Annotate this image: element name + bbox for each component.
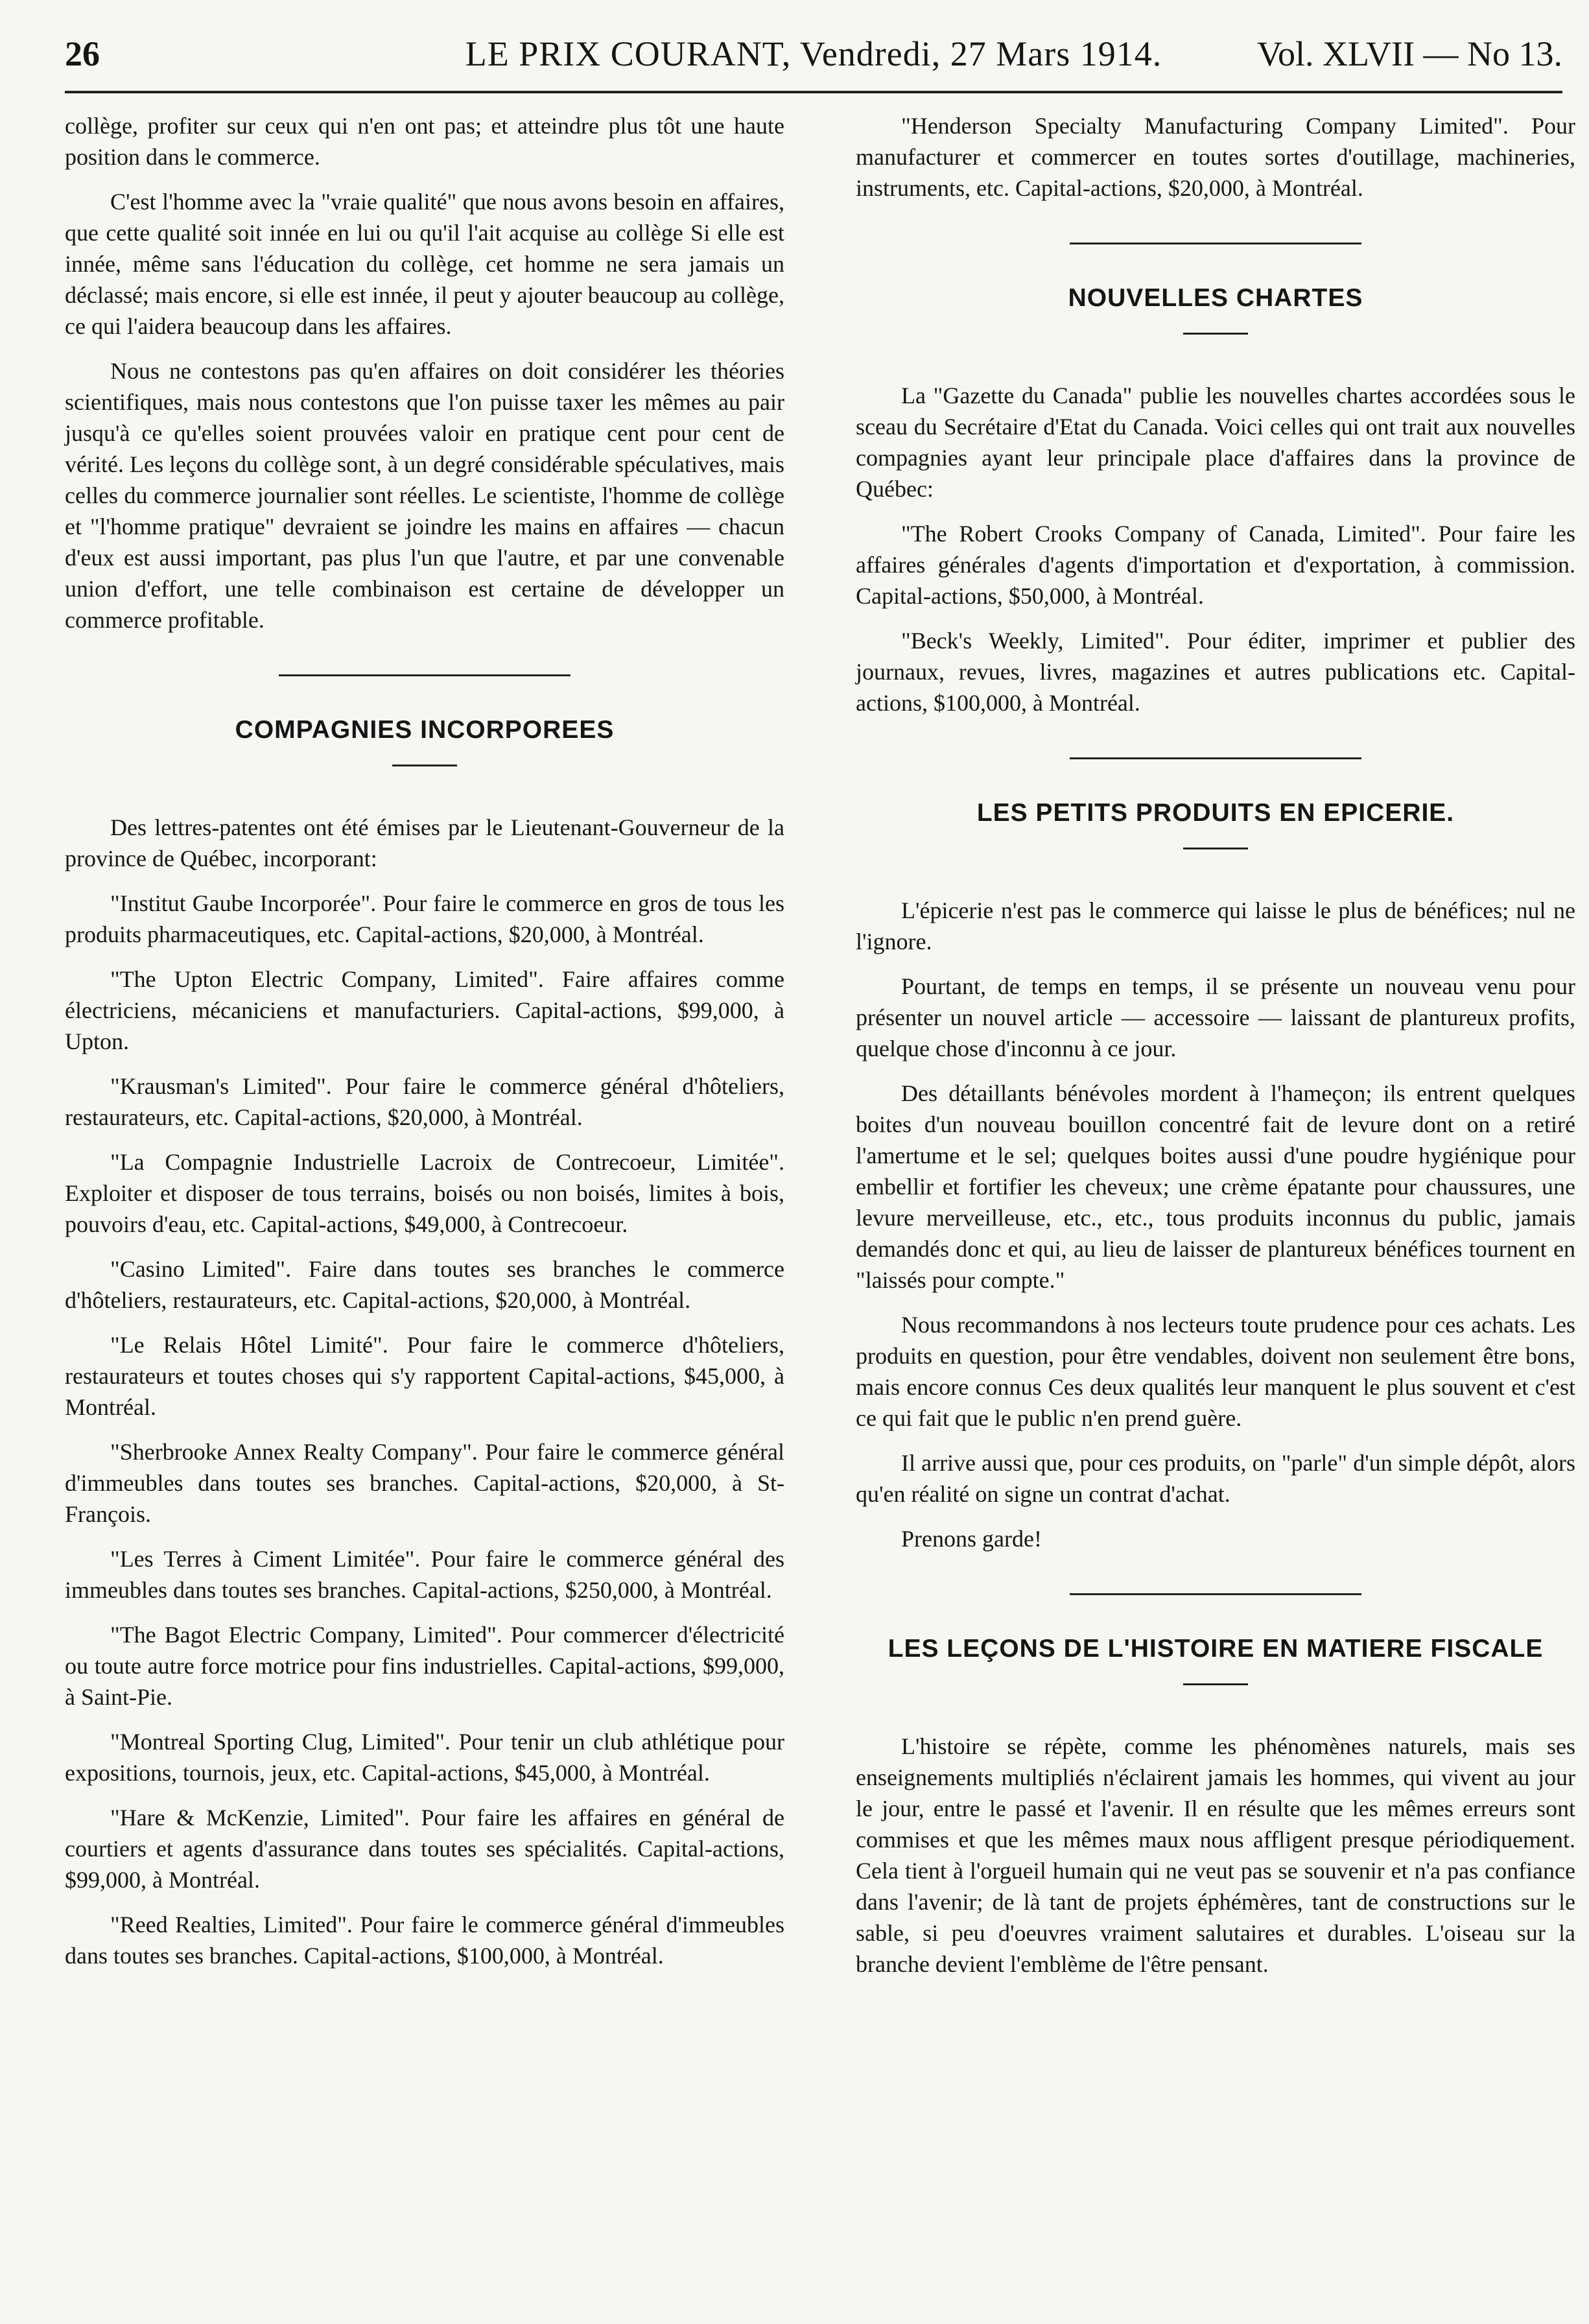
section-divider bbox=[1070, 757, 1361, 759]
company-entry: "Montreal Sporting Clug, Limited". Pour tenir un club athlétique pour expositions, tournois, jeux, etc. Capital-actions, $45,000, à Montréal. bbox=[65, 1729, 784, 1786]
company-entry: "Sherbrooke Annex Realty Company". Pour faire le commerce général d'immeubles dans toutes ses branches. Capital-actions, $20,000, à St-François. bbox=[65, 1439, 784, 1527]
section-divider bbox=[279, 674, 571, 676]
section-title-compagnies: COMPAGNIES INCORPOREES bbox=[235, 716, 615, 744]
title-underline bbox=[392, 765, 457, 766]
right-column bbox=[856, 110, 1575, 1993]
paragraph: Pourtant, de temps en temps, il se présente un nouveau venu pour présenter un nouvel article — accessoire — laissant de plantureux profits, quelque chose d'inconnu à ce jour. bbox=[856, 973, 1575, 1061]
paragraph: L'épicerie n'est pas le commerce qui laisse le plus de bénéfices; nul ne l'ignore. bbox=[856, 897, 1575, 954]
company-entry: "Henderson Specialty Manufacturing Company Limited". Pour manufacturer et commercer en toutes sortes d'outillage, machineries, instruments, etc. Capital-actions, $20,000, à Montréal. bbox=[856, 113, 1575, 201]
section-title-epicerie: LES PETITS PRODUITS EN EPICERIE. bbox=[976, 799, 1455, 827]
company-entry: "Le Relais Hôtel Limité". Pour faire le commerce d'hôteliers, restaurateurs et toutes choses qui s'y rapportent Capital-actions, $45,000, à Montréal. bbox=[65, 1332, 784, 1420]
section-title-chartes: NOUVELLES CHARTES bbox=[1068, 284, 1363, 312]
left-column bbox=[65, 110, 784, 1985]
company-entry: "Institut Gaube Incorporée". Pour faire le commerce en gros de tous les produits pharmaceutiques, etc. Capital-actions, $20,000, à Montréal. bbox=[65, 890, 784, 947]
title-underline bbox=[1183, 848, 1248, 849]
page-header bbox=[65, 26, 1562, 93]
volume-number: Vol. XLVII — No 13. bbox=[1256, 34, 1562, 73]
company-entry: "The Upton Electric Company, Limited". Faire affaires comme électriciens, mécaniciens et manufacturiers. Capital-actions, $99,000, à Upton. bbox=[65, 966, 784, 1054]
company-entry: "Casino Limited". Faire dans toutes ses branches le commerce d'hôteliers, restaurateurs, etc. Capital-actions, $20,000, à Montréal. bbox=[65, 1256, 784, 1313]
paragraph: Nous ne contestons pas qu'en affaires on doit considérer les théories scientifiques, mais nous contestons que l'on puisse taxer les mêmes au pair jusqu'à ce qu'elles soient prouvées valoir en pratique cent pour cent de vérité. Les leçons du collège sont, à un degré considérable spéculatives, mais celles du commerce journalier sont réelles. Le scientiste, l'homme de collège et "l'homme pratique" devraient se joindre les mains en affaires — chacun d'eux est aussi important, pas plus l'un que l'autre, et par une convenable union d'effort, une telle combinaison est certaine de développer un commerce profitable. bbox=[65, 358, 784, 633]
page-number: 26 bbox=[65, 34, 100, 73]
paragraph: Des lettres-patentes ont été émises par le Lieutenant-Gouverneur de la province de Québec, incorporant: bbox=[65, 814, 784, 872]
paragraph: C'est l'homme avec la "vraie qualité" que nous avons besoin en affaires, que cette qualité soit innée en lui ou qu'il l'ait acquise au collège Si elle est innée, même sans l'éducation du collège, cet homme ne sera jamais un déclassé; mais encore, si elle est innée, il peut y ajouter beaucoup au collège, ce qui l'aidera beaucoup dans les affaires. bbox=[65, 189, 784, 339]
company-entry: "Les Terres à Ciment Limitée". Pour faire le commerce général des immeubles dans toutes ses branches. Capital-actions, $250,000, à Montréal. bbox=[65, 1546, 784, 1603]
paragraph: Nous recommandons à nos lecteurs toute prudence pour ces achats. Les produits en question, pour être vendables, doivent non seulement être bons, mais encore connus Ces deux qualités leur manquent le plus souvent et c'est ce qui fait que le public n'en prend guère. bbox=[856, 1312, 1575, 1431]
newspaper-title: LE PRIX COURANT, Vendredi, 27 Mars 1914. bbox=[465, 34, 1162, 73]
company-entry: "The Robert Crooks Company of Canada, Limited". Pour faire les affaires générales d'agents d'importation et d'exportation, à commission. Capital-actions, $50,000, à Montréal. bbox=[856, 521, 1575, 609]
paragraph: L'histoire se répète, comme les phénomènes naturels, mais ses enseignements multipliés n'éclairent jamais les hommes, qui vivent au jour le jour, entre le passé et l'avenir. Il en résulte que les mêmes erreurs sont commises et que les mêmes maux nous affligent presque périodiquement. Cela tient à l'orgueil humain qui ne veut pas se souvenir et n'a pas confiance dans l'avenir; de là tant de projets éphémères, tant de constructions sur le sable, si peu d'oeuvres vraiment salutaires et durables. L'oiseau sur la branche devient l'emblème de l'être pensant. bbox=[856, 1733, 1575, 1977]
paragraph: Prenons garde! bbox=[901, 1526, 1042, 1552]
company-entry: "Reed Realties, Limited". Pour faire le commerce général d'immeubles dans toutes ses branches. Capital-actions, $100,000, à Montréal. bbox=[65, 1912, 784, 1969]
company-entry: "Hare & McKenzie, Limited". Pour faire les affaires en général de courtiers et agents d'assurance dans toutes ses spécialités. Capital-actions, $99,000, à Montréal. bbox=[65, 1805, 784, 1893]
company-entry: "The Bagot Electric Company, Limited". Pour commercer d'électricité ou toute autre force motrice pour fins industrielles. Capital-actions, $99,000, à Saint-Pie. bbox=[65, 1622, 784, 1710]
paragraph: Des détaillants bénévoles mordent à l'hameçon; ils entrent quelques boites d'un nouveau bouillon concentré fait de levure dont on a retiré l'amertume et le sel; quelques boites aussi d'une poudre hygiénique pour embellir et fortifier les cheveux; une crème épatante pour chaussures, une levure merveilleuse, etc., etc., tous produits inconnus du public, jamais demandés donc et qui, au lieu de laisser de plantureux bénéfices tournent en "laissés pour compte." bbox=[856, 1080, 1575, 1293]
paragraph: La "Gazette du Canada" publie les nouvelles chartes accordées sous le sceau du Secrétaire d'Etat du Canada. Voici celles qui ont trait aux nouvelles compagnies ayant leur principale place d'affaires dans la province de Québec: bbox=[856, 383, 1575, 502]
section-divider bbox=[1070, 1593, 1361, 1595]
company-entry: "Krausman's Limited". Pour faire le commerce général d'hôteliers, restaurateurs, etc. Capital-actions, $20,000, à Montréal. bbox=[65, 1073, 784, 1130]
company-entry: "La Compagnie Industrielle Lacroix de Contrecoeur, Limitée". Exploiter et disposer de tous terrains, boisés ou non boisés, limites à bois, pouvoirs d'eau, etc. Capital-actions, $49,000, à Contrecoeur. bbox=[65, 1149, 784, 1237]
title-underline bbox=[1183, 333, 1248, 335]
company-entry: "Beck's Weekly, Limited". Pour éditer, imprimer et publier des journaux, revues, livres, magazines et autres publications etc. Capital-actions, $100,000, à Montréal. bbox=[856, 628, 1575, 716]
section-title-histoire: LES LEÇONS DE L'HISTOIRE EN MATIERE FISCALE bbox=[888, 1635, 1544, 1663]
title-underline bbox=[1183, 1683, 1248, 1685]
paragraph: collège, profiter sur ceux qui n'en ont pas; et atteindre plus tôt une haute position dans le commerce. bbox=[65, 113, 784, 170]
paragraph: Il arrive aussi que, pour ces produits, on "parle" d'un simple dépôt, alors qu'en réalité on signe un contrat d'achat. bbox=[856, 1450, 1575, 1507]
section-divider bbox=[1070, 243, 1361, 244]
